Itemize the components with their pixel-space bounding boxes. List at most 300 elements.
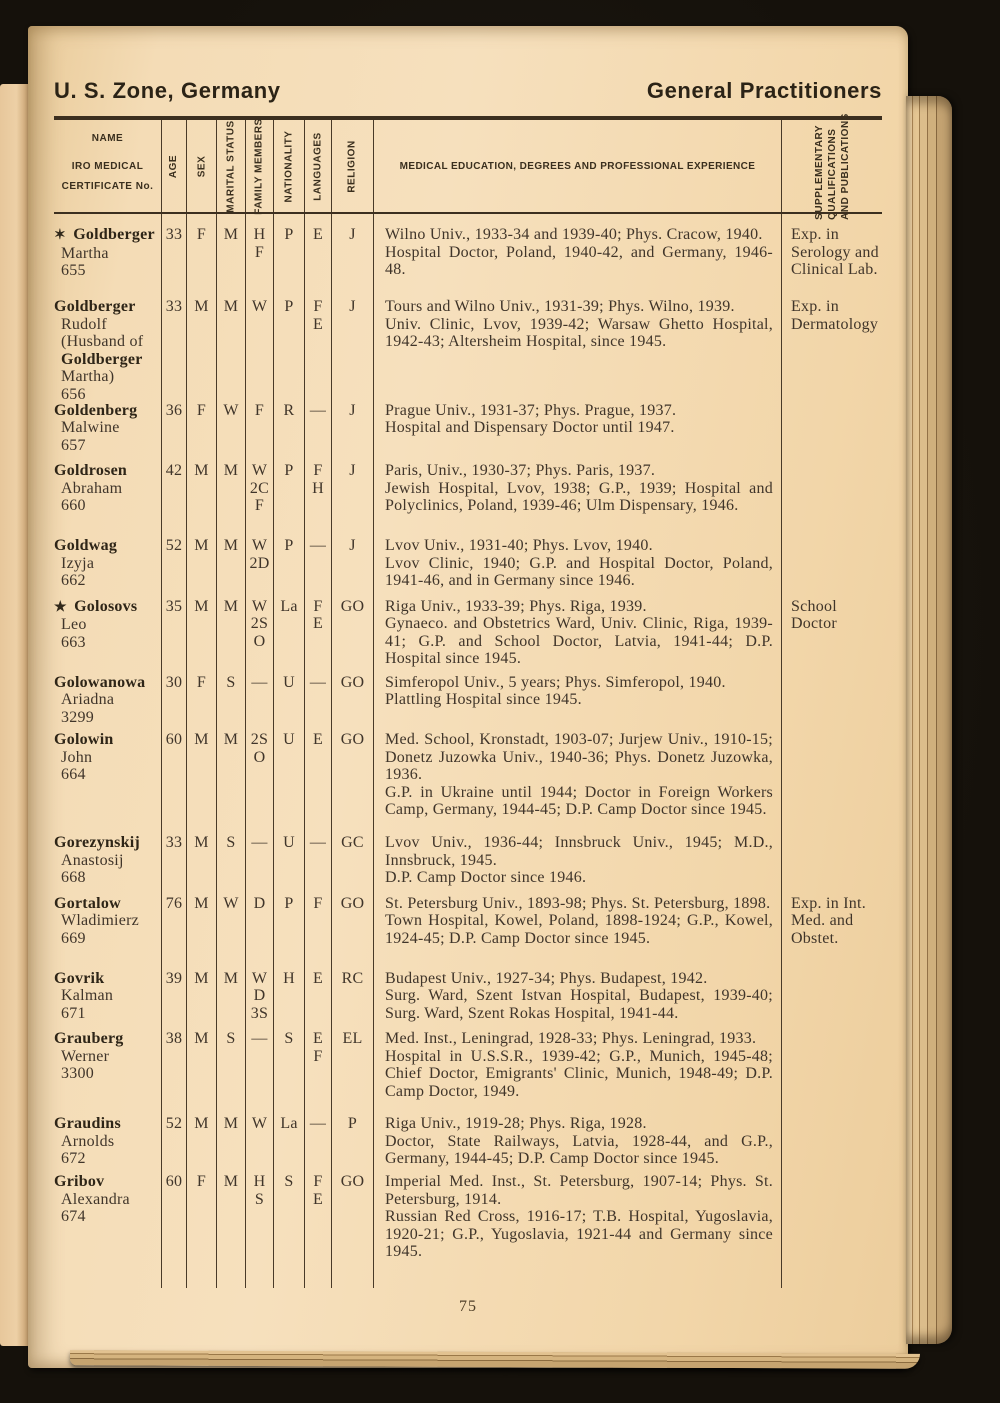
family-cell-lines: [246, 970, 273, 1023]
sex-cell: M: [187, 1018, 217, 1103]
nationality-cell: La: [274, 1103, 305, 1161]
filler-cell: [54, 1276, 162, 1288]
stack-line: F: [313, 1047, 323, 1065]
sex-cell: F: [187, 390, 217, 451]
name-line: Gribov: [54, 1173, 105, 1190]
name-line: Golowanowa: [54, 673, 146, 691]
nationality-cell: S: [274, 1161, 305, 1276]
filler-cell: [374, 1276, 782, 1288]
experience-cell: [374, 1018, 782, 1103]
marital-status-column-header: MARITAL STATUS: [217, 120, 246, 212]
stack-line: 2S: [250, 731, 269, 749]
religion-cell: GO: [332, 1161, 374, 1276]
name-line: ✶ Goldberger: [54, 226, 155, 243]
experience-paragraphs: [385, 537, 773, 590]
section-title: General Practitioners: [646, 78, 882, 103]
stack-line: —: [251, 1030, 268, 1048]
name-line: 672: [61, 1150, 86, 1168]
exp-para: Simferopol Univ., 5 years; Phys. Simferopol, 1940.: [385, 673, 726, 691]
languages-cell-lines: [305, 598, 331, 633]
nationality-cell: U: [274, 822, 305, 883]
stack-line: H: [253, 226, 266, 243]
stack-line: —: [309, 401, 327, 419]
supplementary-cell: [782, 1018, 882, 1103]
name-cell: [54, 286, 162, 403]
filler-cell: [217, 1276, 246, 1288]
marital-status-cell: M: [217, 286, 246, 390]
stack-line: F: [313, 462, 323, 480]
supplementary-cell: [782, 525, 882, 586]
star-icon: ★: [54, 599, 67, 615]
family-members-cell: [246, 286, 274, 390]
stack-line: W: [251, 462, 268, 480]
age-cell: 39: [162, 958, 187, 1019]
name-cell: [54, 662, 162, 726]
name-cell: [54, 883, 162, 958]
languages-column-header: LANGUAGES: [305, 120, 332, 212]
family-members-cell: [246, 586, 274, 662]
age-cell: 38: [162, 1018, 187, 1103]
exp-para: Univ. Clinic, Lvov, 1939-42; Warsaw Ghetto Hospital, 1942-43; Altersheim Hospital, since 1945.: [385, 315, 773, 350]
page-number: 75: [459, 1298, 477, 1315]
languages-cell: [305, 1161, 332, 1276]
name-lines: [54, 970, 161, 1023]
exp-para: Lvov Univ., 1931-40; Phys. Lvov, 1940.: [385, 537, 653, 555]
name-cell: [54, 525, 162, 590]
religion-cell: J: [332, 390, 374, 451]
name-lines: [54, 462, 161, 515]
supplementary-cell: [782, 958, 882, 1019]
languages-cell-lines: [305, 970, 331, 988]
family-members-cell: [246, 214, 274, 286]
name-cell: [54, 214, 162, 286]
experience-cell: [374, 214, 782, 286]
age-cell: 42: [162, 450, 187, 525]
nationality-cell: U: [274, 662, 305, 720]
name-line: 662: [61, 572, 86, 590]
name-line: Martha: [61, 244, 109, 262]
experience-paragraphs: [385, 298, 773, 351]
supplementary-cell: [782, 390, 882, 451]
name-line: 669: [61, 929, 86, 947]
languages-cell-lines: [305, 298, 331, 333]
marital-status-cell: S: [217, 1018, 246, 1103]
stack-line: —: [309, 834, 327, 852]
exp-para: Wilno Univ., 1933-34 and 1939-40; Phys. Cracow, 1940.: [385, 226, 763, 243]
name-lines: [54, 834, 161, 887]
name-line: Goldenberg: [54, 401, 138, 419]
name-lines: [54, 402, 161, 455]
sex-column-header: SEX: [187, 120, 217, 212]
sex-cell: F: [187, 214, 217, 286]
stack-line: W: [251, 1115, 268, 1133]
exp-para: Hospital Doctor, Poland, 1940-42, and Germany, 1946-48.: [385, 243, 773, 278]
exp-para: Jewish Hospital, Lvov, 1938; G.P., 1939; Hospital and Polyclinics, Poland, 1939-46; Ulm Dispensary, 1946.: [385, 479, 773, 515]
facing-page-edge: [0, 84, 30, 1346]
stack-line: —: [309, 537, 327, 555]
languages-cell-lines: [305, 674, 331, 692]
marital-status-cell: M: [217, 525, 246, 586]
name-line: 674: [61, 1208, 86, 1225]
family-cell-lines: [246, 895, 273, 913]
family-members-cell: [246, 883, 274, 958]
exp-para: Doctor, State Railways, Latvia, 1928-44, and G.P., Germany, 1944-45; D.P. Camp Doctor since 1945.: [385, 1132, 773, 1168]
exp-para: Hospital in U.S.S.R., 1939-42; G.P., Munich, 1945-48; Chief Doctor, Emigrants' Clinic, Munich, 1948-49; D.P. Camp Doctor, 1949.: [385, 1047, 773, 1100]
stack-line: E: [312, 315, 324, 333]
family-members-cell: [246, 958, 274, 1022]
languages-cell: [305, 719, 332, 822]
name-line: Wladimierz: [61, 912, 140, 930]
marital-status-cell: M: [217, 1161, 246, 1276]
name-line: Abraham: [61, 479, 123, 497]
stack-line: F: [254, 497, 265, 515]
name-lines: [54, 226, 161, 280]
stack-line: 2C: [249, 479, 270, 497]
exp-para: D.P. Camp Doctor since 1946.: [385, 869, 587, 887]
languages-cell: [305, 525, 332, 586]
name-line: ★ Golosovs: [54, 597, 138, 615]
exp-para: Lvov Univ., 1936-44; Innsbruck Univ., 1945; M.D., Innsbruck, 1945.: [385, 834, 773, 869]
supplementary-cell: [782, 1161, 882, 1276]
marital-status-cell: M: [217, 586, 246, 662]
supplementary-cell: Exp. in Serology and Clinical Lab.: [791, 226, 879, 278]
religion-cell: J: [332, 214, 374, 286]
name-lines: [54, 674, 161, 727]
stack-line: W: [251, 969, 268, 987]
name-line: Werner: [61, 1047, 110, 1065]
marital-status-cell: M: [217, 1103, 246, 1161]
languages-cell: [305, 883, 332, 958]
stack-line: F: [254, 243, 265, 261]
name-column-header: NAME IRO MEDICAL CERTIFICATE No.: [54, 120, 162, 212]
languages-cell: [305, 390, 332, 451]
sex-cell: F: [187, 662, 217, 720]
experience-cell: [374, 822, 782, 887]
age-cell: 60: [162, 1161, 187, 1276]
experience-paragraphs: [385, 1115, 773, 1168]
stack-line: 2S: [250, 615, 269, 633]
nationality-cell: R: [274, 390, 305, 451]
sex-cell: M: [187, 883, 217, 958]
supplementary-cell: School Doctor: [791, 597, 837, 633]
sex-cell: M: [187, 719, 217, 822]
age-cell: 35: [162, 586, 187, 662]
sex-cell: M: [187, 1103, 217, 1161]
name-cell: [54, 822, 162, 887]
name-line: Malwine: [61, 419, 120, 437]
languages-cell-lines: [305, 537, 331, 555]
medical-education-column-header: MEDICAL EDUCATION, DEGREES AND PROFESSIONAL EXPERIENCE: [374, 120, 782, 212]
name-lines: [54, 1115, 161, 1168]
experience-cell: [374, 286, 782, 390]
family-cell-lines: [246, 598, 273, 651]
stack-line: —: [309, 1115, 327, 1133]
exp-para: Surg. Ward, Szent Istvan Hospital, Budapest, 1939-40; Surg. Ward, Szent Rokas Hospital, 1941-44.: [385, 987, 773, 1022]
name-line: 671: [61, 1004, 86, 1022]
languages-cell: [305, 586, 332, 662]
family-members-column-header: FAMILY MEMBERS: [246, 120, 274, 212]
name-lines: [54, 537, 161, 590]
name-line: 656: [61, 385, 86, 403]
name-cell: [54, 586, 162, 662]
age-cell: 30: [162, 662, 187, 720]
exp-para: Prague Univ., 1931-37; Phys. Prague, 1937.: [385, 401, 677, 419]
exp-para: Med. School, Kronstadt, 1903-07; Jurjew Univ., 1910-15; Donetz Juzowka Univ., 1940-36; Phys. Donetz Juzowka, 1936.: [385, 731, 773, 784]
languages-cell-lines: [305, 834, 331, 852]
sex-cell: M: [187, 822, 217, 883]
exp-para: Hospital and Dispensary Doctor until 1947.: [385, 419, 675, 437]
filler-cell: [782, 1276, 882, 1288]
name-cell: [54, 450, 162, 525]
languages-cell: [305, 1018, 332, 1103]
experience-cell: [374, 1161, 782, 1276]
family-cell-lines: [246, 226, 273, 261]
languages-cell: [305, 822, 332, 883]
sex-cell: F: [187, 1161, 217, 1276]
experience-paragraphs: [385, 226, 773, 279]
religion-cell: J: [332, 525, 374, 586]
stack-line: E: [312, 1190, 324, 1208]
experience-paragraphs: [385, 402, 773, 437]
religion-cell: GO: [332, 883, 374, 958]
supplementary-cell: [782, 662, 882, 720]
family-members-cell: [246, 1018, 274, 1103]
name-line: Graudins: [54, 1115, 121, 1133]
religion-cell: GO: [332, 662, 374, 720]
supplementary-column-header: SUPPLEMENTARY QUALIFICATIONS AND PUBLICATIONS: [813, 112, 851, 220]
name-line: 657: [61, 436, 86, 454]
age-cell: 33: [162, 286, 187, 390]
name-line: 655: [61, 262, 86, 279]
languages-cell-lines: [305, 226, 331, 244]
experience-paragraphs: [385, 1030, 773, 1100]
languages-cell: [305, 662, 332, 720]
languages-cell-lines: [305, 402, 331, 420]
supplementary-cell: Exp. in Int. Med. and Obstet.: [791, 894, 866, 947]
experience-paragraphs: [385, 674, 773, 709]
religion-cell: RC: [332, 958, 374, 1019]
exp-para: Imperial Med. Inst., St. Petersburg, 1907-14; Phys. St. Petersburg, 1914.: [385, 1173, 773, 1208]
marital-status-cell: M: [217, 958, 246, 1019]
name-lines: [54, 598, 161, 652]
practitioners-table: [54, 112, 882, 1286]
exp-para: Lvov Clinic, 1940; G.P. and Hospital Doctor, Poland, 1941-46, and in Germany since 1946.: [385, 554, 773, 590]
age-cell: 33: [162, 214, 187, 286]
languages-cell: [305, 1103, 332, 1161]
age-cell: 33: [162, 822, 187, 883]
family-members-cell: [246, 1103, 274, 1161]
nationality-cell: H: [274, 958, 305, 1019]
exp-para: Tours and Wilno Univ., 1931-39; Phys. Wilno, 1939.: [385, 298, 735, 315]
experience-cell: [374, 450, 782, 525]
name-cell: [54, 1018, 162, 1103]
stack-line: H: [253, 1173, 266, 1190]
stack-line: E: [312, 1030, 324, 1048]
name-line: 660: [61, 497, 86, 515]
supplementary-cell: Exp. in Dermatology: [791, 298, 879, 333]
nationality-column-header: NATIONALITY: [274, 120, 305, 212]
nationality-cell: La: [274, 586, 305, 662]
family-members-cell: [246, 662, 274, 720]
experience-paragraphs: [385, 598, 773, 668]
experience-cell: [374, 662, 782, 720]
religion-column-header: RELIGION: [332, 120, 374, 212]
name-line: 668: [61, 869, 86, 887]
name-lines: [54, 298, 161, 403]
stack-line: D: [253, 987, 266, 1005]
languages-cell-lines: [305, 895, 331, 913]
stack-line: E: [312, 615, 324, 633]
name-line: Gortalow: [54, 894, 121, 912]
name-line: Rudolf: [61, 315, 107, 333]
stack-line: O: [253, 632, 266, 650]
age-column-header: AGE: [162, 120, 187, 212]
marital-status-cell: M: [217, 719, 246, 822]
family-cell-lines: [246, 1173, 273, 1208]
name-line: 3299: [61, 708, 94, 726]
name-line: Gorezynskij: [54, 834, 141, 852]
name-line: Martha): [61, 368, 115, 385]
sex-cell: M: [187, 450, 217, 525]
exp-para: Town Hospital, Kowel, Poland, 1898-1924; G.P., Kowel, 1924-45; D.P. Camp Doctor since 1945.: [385, 912, 773, 947]
experience-paragraphs: [385, 731, 773, 819]
marital-status-cell: W: [217, 883, 246, 958]
name-cell: [54, 390, 162, 454]
exp-para: Riga Univ., 1933-39; Phys. Riga, 1939.: [385, 597, 647, 615]
exp-para: Budapest Univ., 1927-34; Phys. Budapest, 1942.: [385, 969, 708, 987]
exp-para: Med. Inst., Leningrad, 1928-33; Phys. Leningrad, 1933.: [385, 1030, 757, 1048]
name-line: Alexandra: [61, 1190, 130, 1208]
nationality-cell: P: [274, 214, 305, 286]
family-members-cell: [246, 719, 274, 822]
languages-cell-lines: [305, 731, 331, 749]
stack-line: —: [309, 673, 327, 691]
languages-cell-lines: [305, 462, 331, 497]
stack-line: F: [313, 1173, 323, 1190]
name-line: Izyja: [61, 554, 95, 572]
exp-para: G.P. in Ukraine until 1944; Doctor in Foreign Workers Camp, Germany, 1944-45; D.P. Camp Doctor since 1945.: [385, 783, 773, 819]
experience-paragraphs: [385, 1173, 773, 1261]
religion-cell: GO: [332, 586, 374, 662]
experience-paragraphs: [385, 970, 773, 1023]
filler-cell: [274, 1276, 305, 1288]
family-members-cell: [246, 450, 274, 525]
exp-para: Paris, Univ., 1930-37; Phys. Paris, 1937.: [385, 462, 656, 480]
religion-cell: P: [332, 1103, 374, 1161]
name-line: Goldrosen: [54, 462, 128, 480]
experience-cell: [374, 525, 782, 590]
filler-cell: [332, 1276, 374, 1288]
experience-paragraphs: [385, 834, 773, 887]
exp-para: Plattling Hospital since 1945.: [385, 691, 582, 708]
nationality-cell: P: [274, 450, 305, 525]
book-page-edges-right: [906, 96, 952, 1344]
age-cell: 60: [162, 719, 187, 822]
family-cell-lines: [246, 1030, 273, 1048]
languages-cell-lines: [305, 1173, 331, 1208]
stack-line: O: [253, 748, 266, 766]
name-lines: [54, 1173, 161, 1226]
marital-status-cell: S: [217, 822, 246, 883]
family-cell-lines: [246, 462, 273, 515]
experience-paragraphs: [385, 462, 773, 515]
stack-line: E: [312, 731, 324, 749]
name-cell: [54, 1161, 162, 1276]
name-cell: [54, 958, 162, 1022]
name-line: Grauberg: [54, 1030, 124, 1048]
exp-para: Riga Univ., 1919-28; Phys. Riga, 1928.: [385, 1115, 647, 1133]
name-lines: [54, 731, 161, 784]
languages-cell-lines: [305, 1030, 331, 1065]
family-cell-lines: [246, 834, 273, 852]
supplementary-cell: [782, 719, 882, 822]
exp-para: Gynaeco. and Obstetrics Ward, Univ. Clinic, Riga, 1939-41; G.P. and School Doctor, Latvia, 1941-44; D.P. Hospital since 1945.: [385, 615, 773, 668]
name-line: John: [61, 748, 93, 766]
name-line: Ariadna: [61, 691, 115, 708]
filler-cell: [162, 1276, 187, 1288]
age-cell: 52: [162, 1103, 187, 1161]
stack-line: D: [253, 894, 266, 912]
name-line: 3300: [61, 1065, 94, 1083]
exp-para: Russian Red Cross, 1916-17; T.B. Hospital, Yugoslavia, 1920-21; G.P., Yugoslavia, 1921-44 and Germany since 1945.: [385, 1208, 773, 1260]
languages-cell: [305, 958, 332, 1019]
family-members-cell: [246, 525, 274, 586]
name-lines: [54, 895, 161, 948]
name-line: Goldberger: [54, 298, 136, 315]
family-cell-lines: [246, 1115, 273, 1133]
experience-cell: [374, 883, 782, 958]
marital-status-cell: W: [217, 390, 246, 451]
stack-line: F: [313, 597, 323, 615]
nationality-cell: P: [274, 525, 305, 586]
page-header: [54, 78, 882, 104]
experience-paragraphs: [385, 895, 773, 948]
family-cell-lines: [246, 731, 273, 766]
name-cell: [54, 1103, 162, 1168]
name-line: Kalman: [61, 987, 114, 1005]
stack-line: E: [312, 226, 324, 243]
filler-cell: [305, 1276, 332, 1288]
religion-cell: J: [332, 450, 374, 525]
filler-cell: [246, 1276, 274, 1288]
sex-cell: M: [187, 525, 217, 586]
region-title: U. S. Zone, Germany: [54, 78, 281, 103]
filler-cell: [187, 1276, 217, 1288]
name-line: Anastosij: [61, 851, 124, 869]
stack-line: —: [251, 673, 268, 691]
religion-cell: EL: [332, 1018, 374, 1103]
name-line: (Husband of: [61, 333, 144, 350]
marital-status-cell: M: [217, 214, 246, 286]
exp-para: St. Petersburg Univ., 1893-98; Phys. St. Petersburg, 1898.: [385, 894, 771, 912]
name-lines: [54, 1030, 161, 1083]
family-members-cell: [246, 822, 274, 883]
experience-cell: [374, 1103, 782, 1168]
book-page: [28, 26, 908, 1368]
stack-line: F: [254, 401, 265, 419]
name-cell: [54, 719, 162, 822]
languages-cell: [305, 286, 332, 390]
stack-line: H: [312, 479, 324, 497]
stack-line: 3S: [250, 1004, 269, 1022]
family-cell-lines: [246, 537, 273, 572]
family-cell-lines: [246, 674, 273, 692]
name-line: Govrik: [54, 969, 105, 987]
name-line: Arnolds: [61, 1132, 115, 1150]
sex-cell: M: [187, 286, 217, 390]
experience-cell: [374, 958, 782, 1022]
religion-cell: GC: [332, 822, 374, 883]
